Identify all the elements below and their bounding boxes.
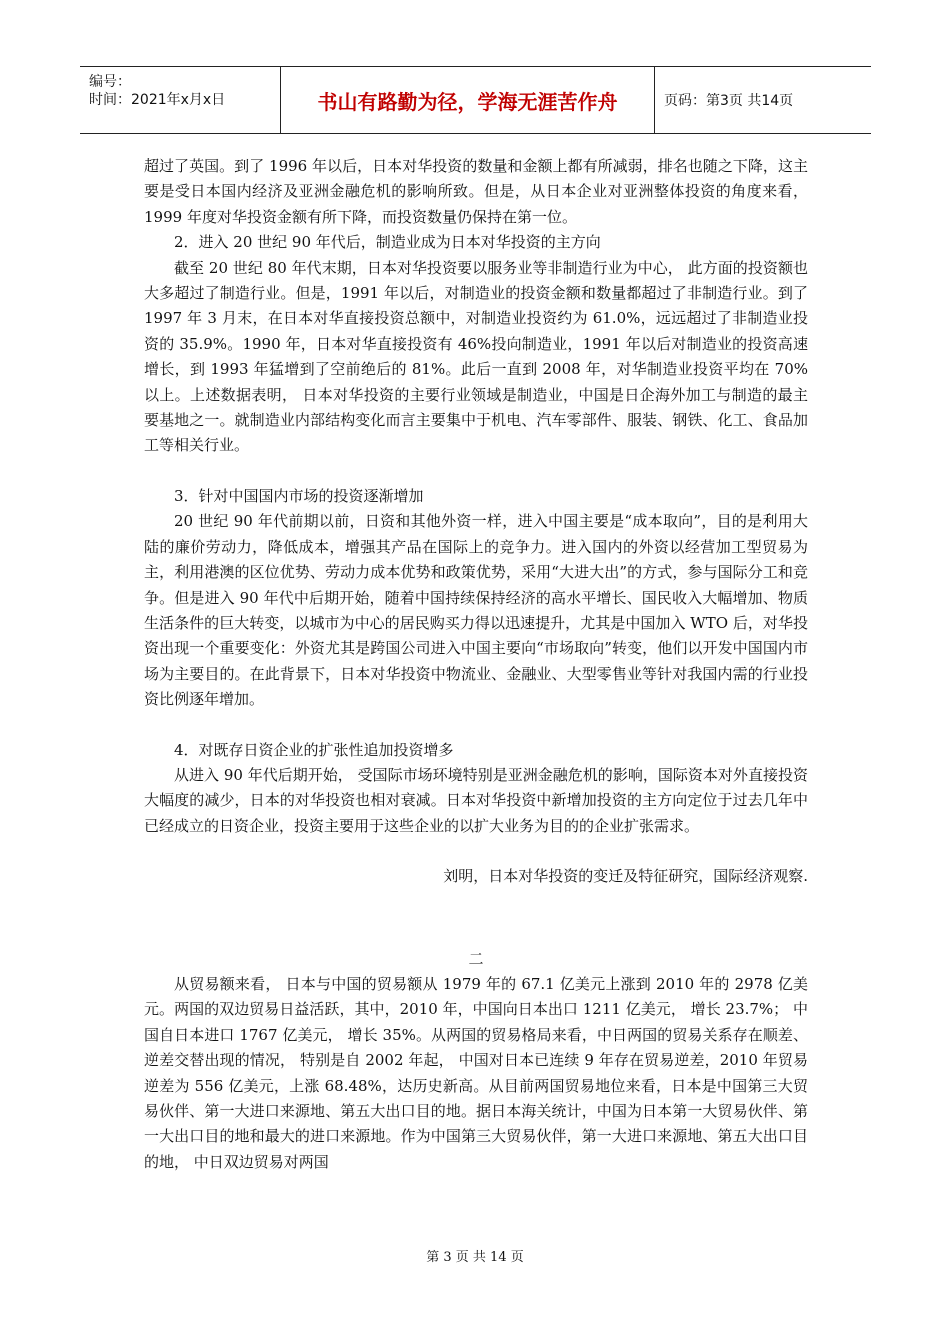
document-body — [144, 154, 808, 1175]
paragraph-expansion-investment: 从进入 90 年代后期开始， 受国际市场环境特别是亚洲金融危机的影响，国际资本对外直接投资大幅度的减少，日本的对华投资也相对衰减。日本对华投资中新增加投资的主方向定位于过去几年中已经成立的日资企业，投资主要用于这些企业的以扩大业务为目的的企业扩张需求。 — [144, 765, 808, 835]
header-meta-cell — [80, 67, 281, 133]
document-date-label: 时间：2021年x月x日 — [89, 92, 226, 108]
paragraph-domestic-market: 20 世纪 90 年代前期以前，日资和其他外资一样，进入中国主要是“成本取向”，目的是利用大陆的廉价劳动力，降低成本，增强其产品在国际上的竞争力。进入国内的外资以经营加工型贸易为主，利用港澳的区位优势、劳动力成本优势和政策优势，采用“大进大出”的方式，参与国际分工和竞争。但是进入 90 年代中后期开始，随着中国持续保持经济的高水平增长、国民收入大幅增加、物质生活条件的巨大转变，以城市为中心的居民购买力得以迅速提升，尤其是中国加入 WTO 后，对华投资出现一个重要变化：外资尤其是跨国公司进入中国主要向“市场取向”转变，他们以开发中国国内市场为主要目的。在此背景下，日本对华投资中物流业、金融业、大型零售业等针对我国内需的行业投资比例逐年增加。 — [144, 512, 808, 709]
page-header — [80, 66, 871, 134]
header-motto-cell — [281, 67, 655, 133]
page-footer: 第 3 页 共 14 页 — [426, 1250, 524, 1265]
header-motto: 书山有路勤为径，学海无涯苦作舟 — [317, 89, 618, 114]
paragraph-intro: 超过了英国。到了 1996 年以后，日本对华投资的数量和金额上都有所减弱，排名也随之下降，这主要是受日本国内经济及亚洲金融危机的影响所致。但是，从日本企业对亚洲整体投资的角度来看，1999 年度对华投资金额有所下降，而投资数量仍保持在第一位。 — [144, 157, 808, 226]
paragraph-manufacturing: 截至 20 世纪 80 年代末期，日本对华投资要以服务业等非制造行业为中心， 此方面的投资额也大多超过了制造行业。但是，1991 年以后，对制造业的投资金额和数量都超过了非制造行业。到了 1997 年 3 月末，在日本对华直接投资总额中，对制造业投资约为 61.0%，远远超过了非制造业投资的 35.9%。1990 年，日本对华直接投资有 46%投向制造业，1991 年以后对制造业的投资高速增长，到 1993 年猛增到了空前绝后的 81%。此后一直到 2008 年，对华制造业投资平均在 70%以上。上述数据表明， 日本对华投资的主要行业领域是制造业，中国是日企海外加工与制造的最主要基地之一。就制造业内部结构变化而言主要集中于机电、汽车零部件、服装、钢铁、化工、食品加工等相关行业。 — [144, 258, 808, 455]
citation-source: 刘明，日本对华投资的变迁及特征研究，国际经济观察. — [443, 867, 808, 886]
section-two-title: 二 — [468, 949, 484, 968]
document-number-label: 编号： — [89, 74, 131, 90]
header-page-info: 页码：第3页 共14页 — [664, 93, 794, 109]
section-heading-3: 3．针对中国国内市场的投资逐渐增加 — [174, 486, 424, 505]
section-heading-2: 2．进入 20 世纪 90 年代后，制造业成为日本对华投资的主方向 — [174, 233, 601, 252]
paragraph-trade: 从贸易额来看， 日本与中国的贸易额从 1979 年的 67.1 亿美元上涨到 2010 年的 2978 亿美元。两国的双边贸易日益活跃，其中，2010 年，中国向日本出口 1211 亿美元， 增长 23.7%； 中国自日本进口 1767 亿美元， 增长 35%。从两国的贸易格局来看，中日两国的贸易关系存在顺差、逆差交替出现的情况， 特别是自 2002 年起， 中国对日本已连续 9 年存在贸易逆差，2010 年贸易逆差为 556 亿美元，上涨 68.48%，达历史新高。从目前两国贸易地位来看，日本是中国第三大贸易伙伴、第一大进口来源地、第五大出口目的地。据日本海关统计，中国为日本第一大贸易伙伴、第一大出口目的地和最大的进口来源地。作为中国第三大贸易伙伴，第一大进口来源地、第五大出口目的地， 中日双边贸易对两国 — [144, 974, 808, 1171]
section-heading-4: 4．对既存日资企业的扩张性追加投资增多 — [174, 740, 454, 759]
